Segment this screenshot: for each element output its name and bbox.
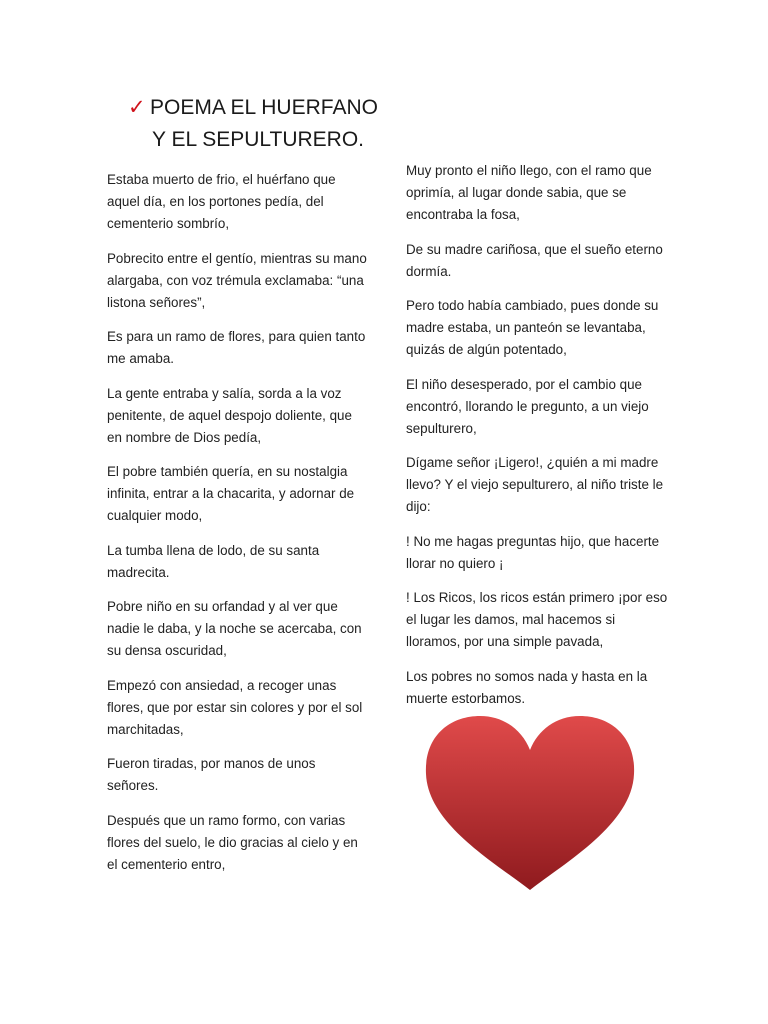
stanza: ! No me hagas preguntas hijo, que hacerte llorar no quiero ¡ xyxy=(406,533,660,571)
stanza: Después que un ramo formo, con varias flores del suelo, le dio gracias al cielo y en el cementerio entro, xyxy=(107,812,358,872)
stanza: Muy pronto el niño llego, con el ramo que oprimía, al lugar donde sabia, que se encontraba la fosa, xyxy=(406,163,652,222)
stanza: Fueron tiradas, por manos de unos señores. xyxy=(107,756,316,793)
stanza: Pobrecito entre el gentío, mientras su mano alargaba, con voz trémula exclamaba: “una listona señores”, xyxy=(107,250,367,310)
stanza: El niño desesperado, por el cambio que encontró, llorando le pregunto, a un viejo sepulturero, xyxy=(406,376,649,436)
stanza: Pobre niño en su orfandad y al ver que nadie le daba, y la noche se acercaba, con su densa oscuridad, xyxy=(107,599,362,658)
stanza: El pobre también quería, en su nostalgia infinita, entrar a la chacarita, y adornar de cualquier modo, xyxy=(107,464,355,523)
stanza: Dígame señor ¡Ligero!, ¿quién a mi madre llevo? Y el viejo sepulturero, al niño triste le dijo: xyxy=(406,455,664,514)
stanza: De su madre cariñosa, que el sueño eterno dormía. xyxy=(406,241,663,279)
title-text-1: POEMA EL HUERFANO xyxy=(150,96,378,119)
stanza: La gente entraba y salía, sorda a la voz penitente, de aquel despojo doliente, que en nombre de Dios pedía, xyxy=(107,385,352,445)
stanza: Los pobres no somos nada y hasta en la muerte estorbamos. xyxy=(406,668,648,706)
stanza: Estaba muerto de frio, el huérfano que aquel día, en los portones pedía, del cementerio sombrío, xyxy=(107,172,336,231)
poem-left-column xyxy=(107,169,369,888)
title-line-2: Y EL SEPULTURERO. xyxy=(152,128,365,151)
stanza: Pero todo había cambiado, pues donde su madre estaba, un panteón se levantaba, quizás de algún potentado, xyxy=(406,298,659,357)
checkmark-icon: ✓ xyxy=(128,96,146,119)
stanza: ! Los Ricos, los ricos están primero ¡por eso el lugar les damos, mal hacemos si lloramos, por una simple pavada, xyxy=(406,590,668,649)
stanza: La tumba llena de lodo, de su santa madrecita. xyxy=(107,542,320,580)
heart-icon xyxy=(424,714,636,892)
poem-title xyxy=(128,92,428,156)
title-line-1 xyxy=(128,92,428,124)
poem-right-column xyxy=(406,160,668,722)
stanza: Empezó con ansiedad, a recoger unas flores, que por estar sin colores y por el sol marchitadas, xyxy=(107,677,363,737)
stanza: Es para un ramo de flores, para quien tanto me amaba. xyxy=(107,329,366,366)
